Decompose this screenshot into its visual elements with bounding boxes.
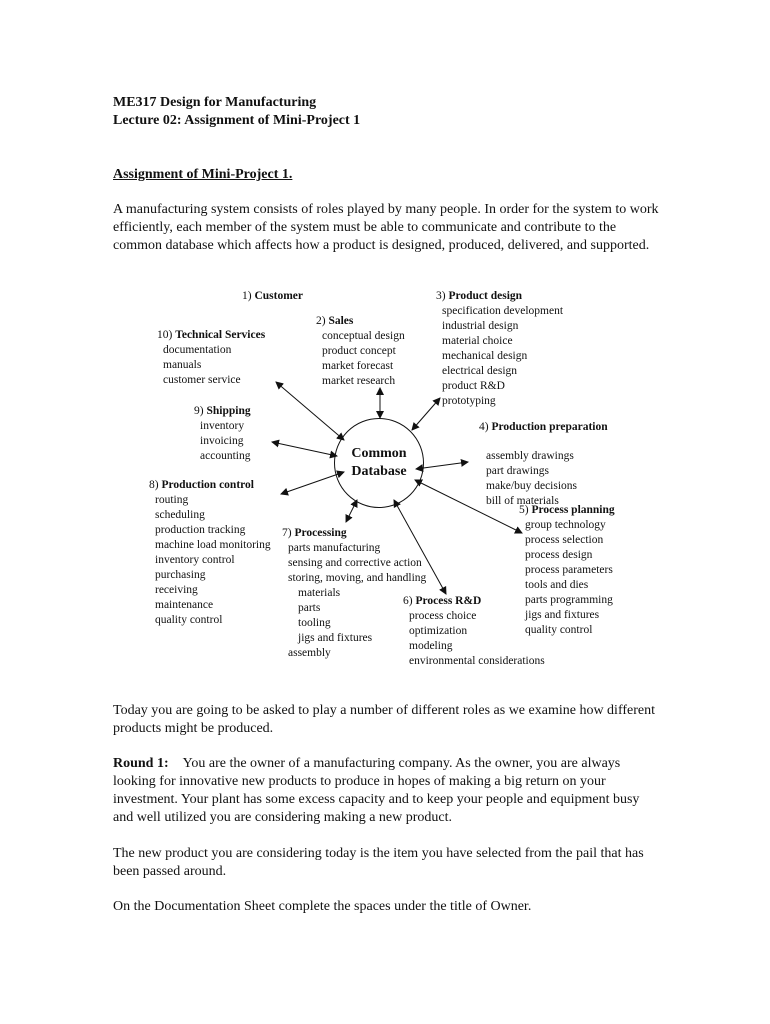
- role-number: 8): [149, 479, 159, 491]
- role-name: Production preparation: [491, 421, 608, 433]
- role-item: process selection: [525, 534, 604, 546]
- arrow-customer: [276, 382, 344, 440]
- role-item: environmental considerations: [409, 655, 545, 667]
- role-number: 4): [479, 421, 489, 433]
- common-database-label-1: Common: [351, 446, 407, 461]
- role-number: 7): [282, 527, 292, 539]
- role-name: Technical Services: [175, 329, 266, 341]
- role-item: tools and dies: [525, 579, 589, 591]
- role-production-preparation-items: [480, 449, 577, 509]
- role-item: market forecast: [322, 360, 394, 372]
- role-sales: [316, 314, 405, 389]
- role-item: routing: [155, 494, 189, 506]
- role-name: Process R&D: [415, 595, 482, 607]
- role-name: Customer: [254, 290, 304, 302]
- role-item: conceptual design: [322, 330, 405, 342]
- role-item: maintenance: [155, 599, 214, 611]
- role-number: 2): [316, 315, 326, 327]
- role-item: receiving: [155, 584, 198, 596]
- role-item: process parameters: [525, 564, 613, 576]
- role-item: parts programming: [525, 594, 613, 606]
- intro-paragraph: A manufacturing system consists of roles played by many people. In order for the system to work efficiently, each member of the system must be able to communicate and contribute to the common database which affects how a product is designed, produced, delivered, and supported.: [113, 202, 659, 253]
- role-item: documentation: [163, 344, 232, 356]
- paragraph-documentation: On the Documentation Sheet complete the spaces under the title of Owner.: [113, 899, 532, 914]
- role-item: inventory: [200, 420, 245, 432]
- paragraph-today: Today you are going to be asked to play a number of different roles as we examine how different products might be produced.: [113, 703, 655, 736]
- role-item: material choice: [442, 335, 513, 347]
- role-name: Product design: [448, 290, 523, 302]
- role-name: Process planning: [531, 504, 615, 516]
- role-item: production tracking: [155, 524, 246, 536]
- role-number: 1): [242, 290, 252, 302]
- round1-text: You are the owner of a manufacturing company. As the owner, you are always looking for innovative new products to produce in hopes of making a big return on your investment. Your plant has some excess capacity and to keep your people and equipment busy and well utilized you are considering making a new product.: [113, 756, 640, 825]
- role-item: scheduling: [155, 509, 205, 521]
- role-item: modeling: [409, 640, 453, 652]
- role-number: 5): [519, 504, 529, 516]
- role-item: accounting: [200, 450, 251, 462]
- role-item: tooling: [298, 617, 331, 629]
- role-item: prototyping: [442, 395, 496, 407]
- role-item: product R&D: [442, 380, 505, 392]
- role-item: jigs and fixtures: [525, 609, 600, 621]
- lecture-title: Lecture 02: Assignment of Mini-Project 1: [113, 113, 361, 128]
- role-name: Processing: [294, 527, 347, 539]
- arrow-shipping: [272, 442, 337, 456]
- role-processing: [282, 526, 426, 661]
- role-item: process choice: [409, 610, 477, 622]
- role-shipping: [194, 404, 251, 464]
- role-item: part drawings: [486, 465, 549, 477]
- course-title: ME317 Design for Manufacturing: [113, 95, 317, 110]
- role-item: specification development: [442, 305, 564, 317]
- role-item: invoicing: [200, 435, 244, 447]
- role-technical-services: [157, 328, 265, 388]
- role-item: process design: [525, 549, 593, 561]
- role-production-control: [149, 478, 271, 628]
- role-item: sensing and corrective action: [288, 557, 422, 569]
- role-name: Shipping: [206, 405, 251, 417]
- role-number: 6): [403, 595, 413, 607]
- role-item: assembly drawings: [486, 450, 574, 462]
- role-item: electrical design: [442, 365, 518, 377]
- role-item: storing, moving, and handling: [288, 572, 427, 584]
- role-item: manuals: [163, 359, 202, 371]
- role-name: Production control: [161, 479, 255, 491]
- role-item: parts manufacturing: [288, 542, 381, 554]
- role-item: product concept: [322, 345, 396, 357]
- paragraph-product: The new product you are considering today is the item you have selected from the pail that has been passed around.: [113, 846, 644, 879]
- role-number: 3): [436, 290, 446, 302]
- role-item: quality control: [155, 614, 223, 626]
- role-item: optimization: [409, 625, 468, 637]
- role-number: 9): [194, 405, 204, 417]
- role-item: purchasing: [155, 569, 206, 581]
- role-item: jigs and fixtures: [298, 632, 373, 644]
- role-item: industrial design: [442, 320, 519, 332]
- role-production-preparation: [479, 420, 608, 435]
- role-number: 10): [157, 329, 173, 341]
- role-item: bill of materials: [486, 495, 559, 507]
- role-customer: [242, 289, 303, 304]
- role-item: materials: [298, 587, 341, 599]
- role-item: make/buy decisions: [486, 480, 578, 492]
- role-product-design: [436, 289, 563, 409]
- common-database-label-2: Database: [351, 464, 407, 479]
- round1-label: Round 1:: [113, 756, 169, 771]
- role-item: parts: [298, 602, 321, 614]
- role-item: machine load monitoring: [155, 539, 271, 551]
- role-item: inventory control: [155, 554, 235, 566]
- role-name: Sales: [328, 315, 354, 327]
- role-item: quality control: [525, 624, 593, 636]
- round1-paragraph: [113, 755, 663, 827]
- role-item: mechanical design: [442, 350, 528, 362]
- role-item: assembly: [288, 647, 331, 659]
- role-item: customer service: [163, 374, 241, 386]
- role-item: group technology: [525, 519, 606, 531]
- role-item: market research: [322, 375, 396, 387]
- arrow-processing: [346, 500, 357, 522]
- section-title: Assignment of Mini-Project 1.: [113, 167, 293, 182]
